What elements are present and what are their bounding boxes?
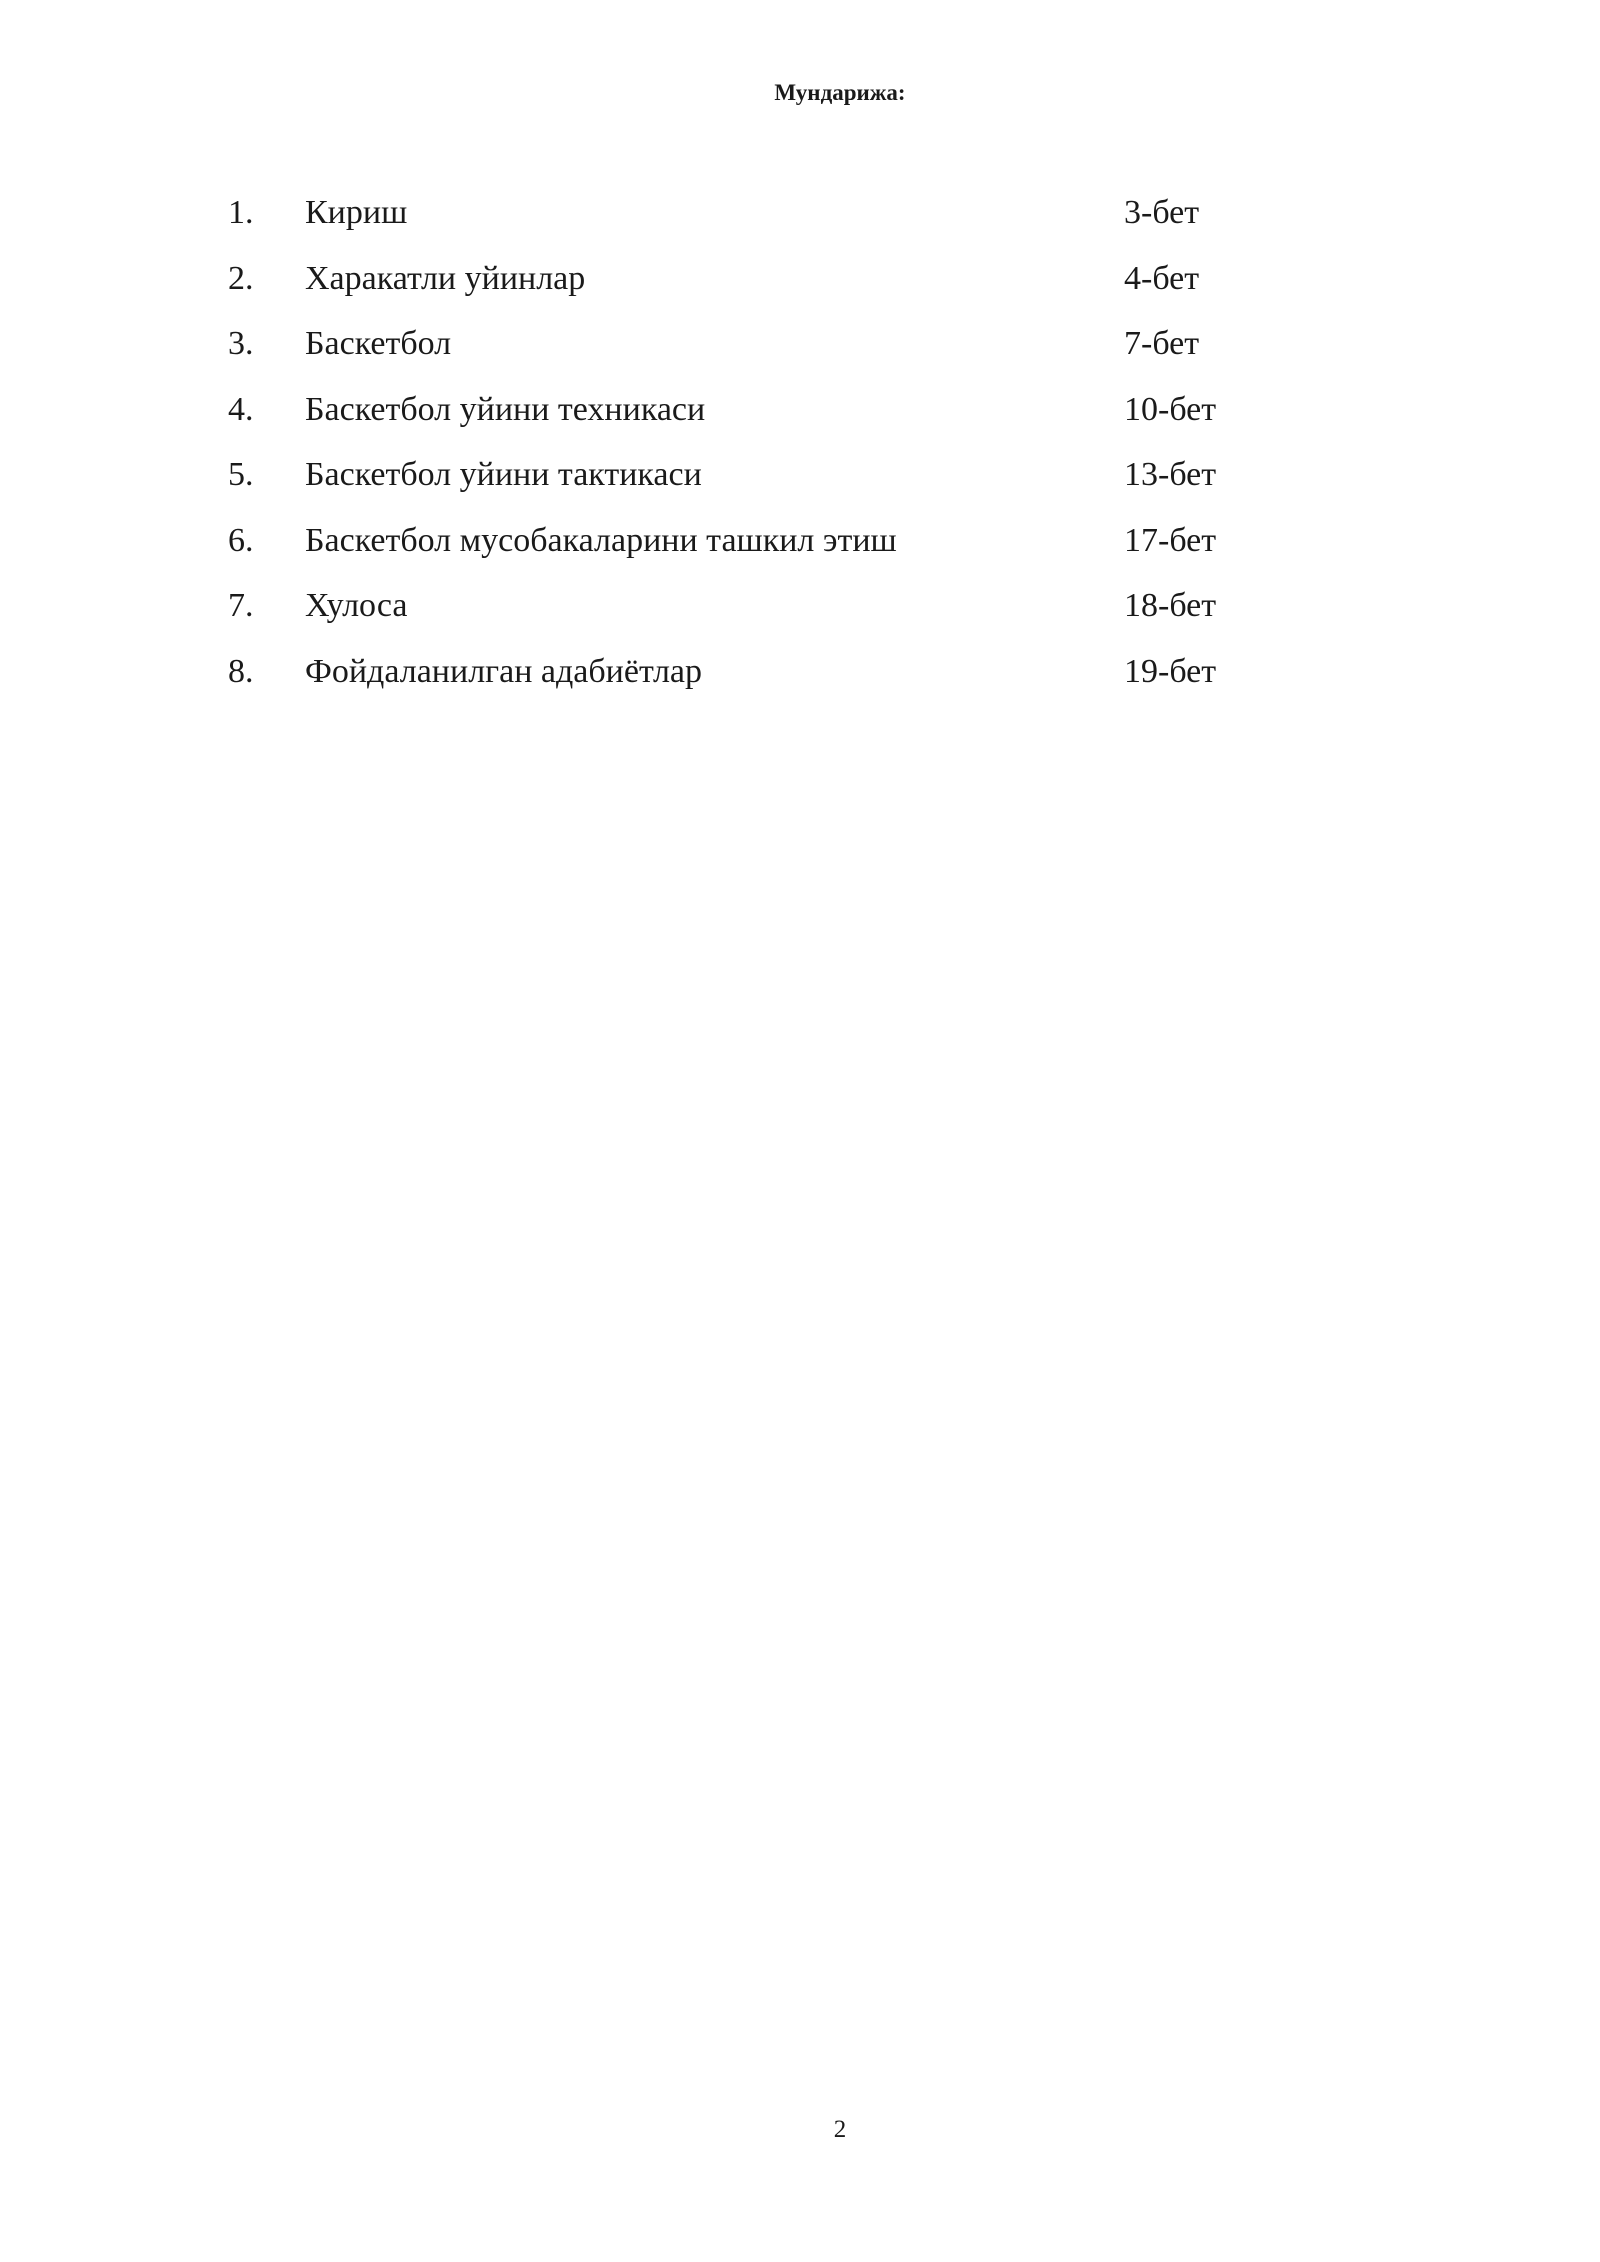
toc-entry-title: Кириш — [305, 194, 408, 231]
toc-entry-page: 10-бет — [1124, 390, 1217, 428]
toc-entry-number: 8. — [228, 652, 254, 690]
toc-entry-number: 6. — [228, 521, 254, 559]
page-title: Мундарижа: — [774, 80, 906, 105]
toc-entry-page: 4-бет — [1124, 259, 1200, 297]
toc-entry-number: 7. — [228, 587, 254, 624]
toc-entry-title: Баскетбол уйини техникаси — [305, 390, 706, 428]
toc-entry-title: Баскетбол уйини тактикаси — [305, 456, 702, 493]
toc-entry-number: 1. — [228, 194, 254, 231]
toc-entry-title: Фойдаланилган адабиётлар — [305, 652, 703, 690]
toc-entry-page: 3-бет — [1124, 194, 1200, 231]
toc-entry — [228, 573, 1328, 639]
toc-entry — [228, 311, 1328, 377]
toc-entry — [228, 246, 1328, 312]
toc-entry-number: 5. — [228, 456, 254, 493]
toc-entry-page: 13-бет — [1124, 456, 1217, 493]
toc-entry-title: Хулоса — [305, 587, 408, 624]
toc-entry-number: 3. — [228, 325, 254, 362]
toc-entry — [228, 508, 1328, 574]
page-number: 2 — [833, 2116, 847, 2143]
table-of-contents — [228, 180, 1328, 704]
toc-entry — [228, 442, 1328, 508]
toc-entry — [228, 639, 1328, 705]
toc-entry-page: 17-бет — [1124, 521, 1217, 559]
toc-entry-page: 19-бет — [1124, 652, 1217, 690]
toc-entry-title: Баскетбол — [305, 325, 452, 362]
toc-entry-title: Харакатли уйинлар — [305, 259, 586, 297]
toc-entry-number: 4. — [228, 390, 254, 428]
toc-entry — [228, 377, 1328, 443]
toc-entry-page: 18-бет — [1124, 587, 1217, 624]
toc-entry-title: Баскетбол мусобакаларини ташкил этиш — [305, 521, 897, 559]
toc-entry-page: 7-бет — [1124, 325, 1200, 362]
toc-entry — [228, 180, 1328, 246]
toc-entry-number: 2. — [228, 259, 254, 297]
